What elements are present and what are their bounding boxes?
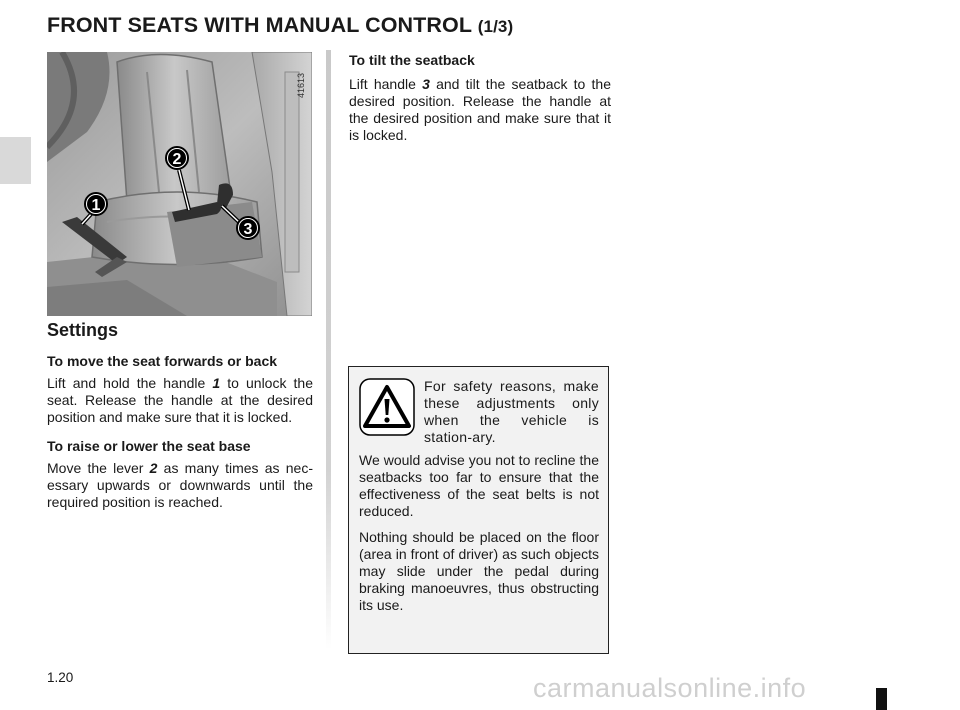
handle-1-ref: 1 <box>212 375 221 391</box>
tilt-text-end: and tilt the seatback to the desired position. Release the handle at the desired position and make sure that it is locked. <box>349 76 611 143</box>
tilt-seatback-text <box>349 76 611 144</box>
tilt-text-start: Lift handle <box>349 76 423 92</box>
seat-controls-illustration <box>47 52 312 316</box>
callout-2 <box>166 147 188 169</box>
watermark: carmanualsonline.info <box>533 673 807 703</box>
raise-seat-heading: To raise or lower the seat base <box>47 438 251 454</box>
callout-1 <box>85 193 107 215</box>
move-seat-text <box>47 375 313 426</box>
tilt-seatback-heading: To tilt the seatback <box>349 52 475 68</box>
callout-3-label: 3 <box>243 221 253 238</box>
column-divider <box>326 50 331 650</box>
left-column <box>47 322 313 511</box>
move-seat-text-end: to unlock the seat. Release the handle at the desired position and make sure that it is locked. <box>47 375 313 425</box>
handle-3-ref: 3 <box>422 76 430 92</box>
page-title-text: FRONT SEATS WITH MANUAL CONTROL <box>47 13 472 37</box>
figure-reference: 41613 <box>296 72 306 98</box>
raise-seat-text-start: Move the lever <box>47 460 150 476</box>
callout-2-label: 2 <box>172 151 182 168</box>
page-edge-mark <box>876 688 887 710</box>
warning-paragraph-3: Nothing should be placed on the floor (area in front of driver) as such objects may slide under the pedal during braking manoeuvres, thus obstructing its use. <box>359 529 599 613</box>
right-column <box>349 52 611 144</box>
callout-1-label: 1 <box>91 197 101 214</box>
raise-seat-text-end: as many times as nec-essary upwards or downwards until the required position is reached. <box>47 460 313 510</box>
warning-paragraph-2: We would advise you not to recline the seatbacks too far to ensure that the effectiveness of the seat belts is not reduced. <box>359 452 599 519</box>
callout-3 <box>237 217 259 239</box>
chapter-tab <box>0 137 31 184</box>
raise-seat-text <box>47 460 313 511</box>
move-seat-heading: To move the seat forwards or back <box>47 353 278 369</box>
lever-2-ref: 2 <box>149 460 158 476</box>
warning-box <box>348 366 609 654</box>
warning-paragraph-1: For safety reasons, make these adjustments only when the vehicle is station-ary. <box>424 378 599 445</box>
page-title <box>47 13 513 38</box>
settings-heading: Settings <box>47 320 119 340</box>
page-number: 1.20 <box>47 670 74 685</box>
page-title-part: (1/3) <box>477 17 514 36</box>
warning-triangle-icon <box>359 378 415 436</box>
warning-head <box>359 378 599 446</box>
move-seat-text-start: Lift and hold the handle <box>47 375 213 391</box>
